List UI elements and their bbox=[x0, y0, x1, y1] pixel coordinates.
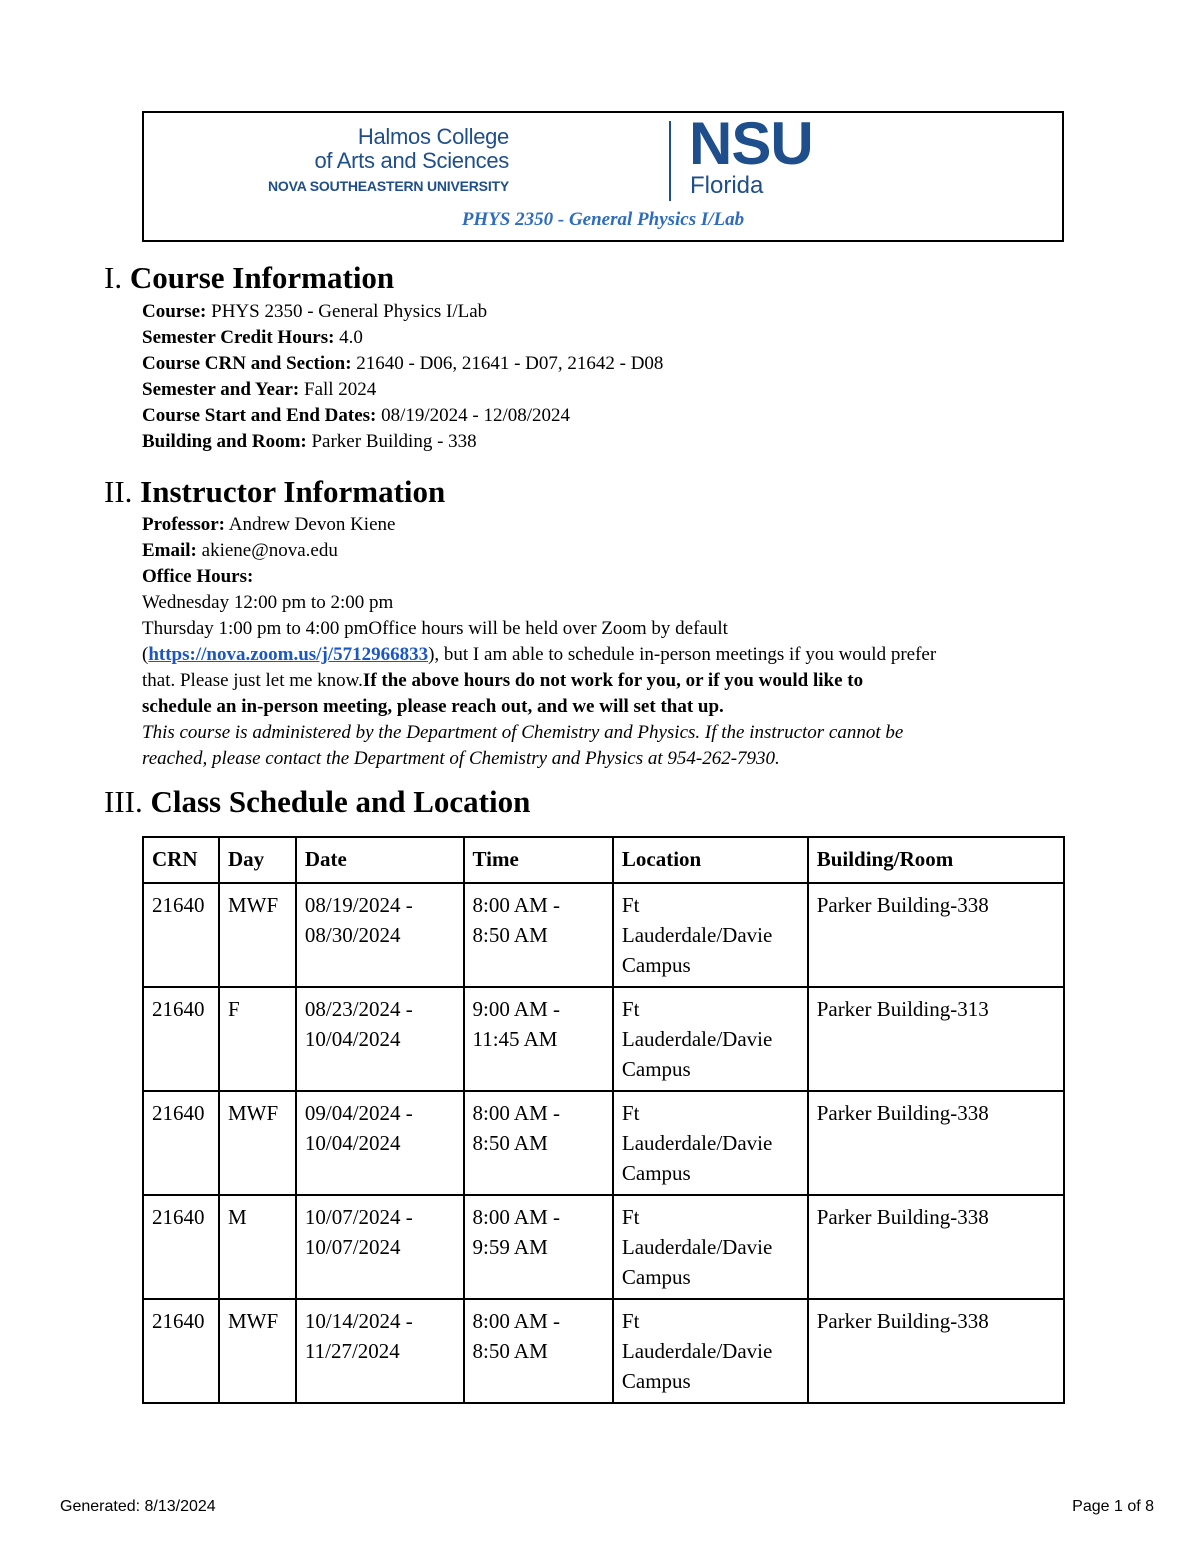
column-header: Day bbox=[219, 837, 296, 883]
section-numeral: III. bbox=[104, 784, 143, 819]
date-cell bbox=[296, 883, 464, 987]
crn-cell: 21640 bbox=[143, 883, 219, 987]
time-start: 9:00 AM - bbox=[472, 997, 561, 1021]
room-cell: Parker Building-338 bbox=[808, 883, 1064, 987]
date-start: 10/07/2024 - bbox=[304, 1205, 413, 1229]
course-line bbox=[142, 299, 1072, 325]
table-row bbox=[143, 1299, 1064, 1403]
time-cell bbox=[464, 1195, 613, 1299]
dates-label: Course Start and End Dates: bbox=[142, 405, 377, 426]
section-title: Course Information bbox=[129, 260, 395, 295]
location-cell bbox=[613, 883, 808, 987]
date-end: 11/27/2024 bbox=[304, 1339, 400, 1363]
day-cell: MWF bbox=[219, 883, 296, 987]
crn-cell: 21640 bbox=[143, 1091, 219, 1195]
column-header: Time bbox=[464, 837, 613, 883]
florida-logo-text: Florida bbox=[690, 172, 764, 199]
date-cell bbox=[296, 1091, 464, 1195]
section-title: Instructor Information bbox=[140, 474, 446, 509]
course-value: PHYS 2350 - General Physics I/Lab bbox=[211, 301, 488, 322]
location-line: Ft bbox=[621, 1101, 640, 1125]
email-line bbox=[142, 538, 1072, 564]
location-line: Campus bbox=[621, 953, 691, 977]
date-cell bbox=[296, 1195, 464, 1299]
location-line: Campus bbox=[621, 1369, 691, 1393]
location-line: Campus bbox=[621, 1057, 691, 1081]
crn-label: Course CRN and Section: bbox=[142, 353, 352, 374]
time-cell bbox=[464, 883, 613, 987]
table-header-row bbox=[143, 837, 1064, 883]
time-end: 11:45 AM bbox=[472, 1027, 558, 1051]
location-line: Lauderdale/Davie bbox=[621, 1339, 773, 1363]
time-start: 8:00 AM - bbox=[472, 1309, 561, 1333]
date-start: 08/23/2024 - bbox=[304, 997, 413, 1021]
page-number: Page 1 of 8 bbox=[1072, 1498, 1154, 1515]
semester-label: Semester and Year: bbox=[142, 379, 300, 400]
dates-value: 08/19/2024 - 12/08/2024 bbox=[381, 405, 571, 426]
day-cell: F bbox=[219, 987, 296, 1091]
table-row bbox=[143, 987, 1064, 1091]
professor-line bbox=[142, 512, 1072, 538]
crn-cell: 21640 bbox=[143, 1195, 219, 1299]
date-cell bbox=[296, 987, 464, 1091]
table-row bbox=[143, 883, 1064, 987]
date-start: 08/19/2024 - bbox=[304, 893, 413, 917]
crn-value: 21640 - D06, 21641 - D07, 21642 - D08 bbox=[356, 353, 664, 374]
credit-label: Semester Credit Hours: bbox=[142, 327, 335, 348]
day-cell: MWF bbox=[219, 1091, 296, 1195]
section-heading-instructor-info bbox=[104, 474, 445, 510]
paren-open: ( bbox=[142, 644, 149, 665]
hours-thursday: Thursday 1:00 pm to 4:00 pm bbox=[142, 618, 369, 639]
location-line: Lauderdale/Davie bbox=[621, 923, 773, 947]
dept-note-line-1: This course is administered by the Department of Chemistry and Physics. If the instructor cannot be bbox=[142, 722, 904, 743]
bold-note-part2: schedule an in-person meeting, please reach out, and we will set that up. bbox=[142, 696, 724, 717]
credit-value: 4.0 bbox=[339, 327, 363, 348]
day-cell: MWF bbox=[219, 1299, 296, 1403]
office-hours-line bbox=[142, 564, 1072, 590]
location-line: Ft bbox=[621, 1309, 640, 1333]
column-header: Location bbox=[613, 837, 808, 883]
time-start: 8:00 AM - bbox=[472, 1101, 561, 1125]
college-line1: Halmos College bbox=[357, 124, 509, 149]
room-cell: Parker Building-338 bbox=[808, 1195, 1064, 1299]
room-cell: Parker Building-338 bbox=[808, 1091, 1064, 1195]
location-line: Ft bbox=[621, 1205, 640, 1229]
bold-note-line-2 bbox=[142, 694, 1072, 720]
section-title: Class Schedule and Location bbox=[150, 784, 531, 819]
day-cell: M bbox=[219, 1195, 296, 1299]
room-cell: Parker Building-313 bbox=[808, 987, 1064, 1091]
after-link-text: ), but I am able to schedule in-person meetings if you would prefer bbox=[428, 644, 937, 665]
date-start: 10/14/2024 - bbox=[304, 1309, 413, 1333]
section-heading-schedule bbox=[104, 784, 530, 820]
credit-line bbox=[142, 325, 1072, 351]
location-cell bbox=[613, 987, 808, 1091]
date-start: 09/04/2024 - bbox=[304, 1101, 413, 1125]
room-cell: Parker Building-338 bbox=[808, 1299, 1064, 1403]
crn-cell: 21640 bbox=[143, 1299, 219, 1403]
zoom-default-note: Office hours will be held over Zoom by default bbox=[368, 618, 728, 639]
column-header: Building/Room bbox=[808, 837, 1064, 883]
location-line: Campus bbox=[621, 1265, 691, 1289]
date-end: 10/04/2024 bbox=[304, 1027, 401, 1051]
header-box bbox=[142, 111, 1064, 242]
logo-divider bbox=[669, 121, 671, 201]
time-start: 8:00 AM - bbox=[472, 1205, 561, 1229]
nsu-logo: NSU bbox=[689, 110, 813, 177]
date-end: 10/07/2024 bbox=[304, 1235, 401, 1259]
date-end: 08/30/2024 bbox=[304, 923, 401, 947]
college-logo-text bbox=[268, 125, 509, 199]
professor-label: Professor: bbox=[142, 514, 226, 535]
generated-date: Generated: 8/13/2024 bbox=[60, 1498, 216, 1515]
time-cell bbox=[464, 1299, 613, 1403]
schedule-table bbox=[142, 836, 1065, 1404]
header-course-title: PHYS 2350 - General Physics I/Lab bbox=[461, 209, 745, 230]
section-numeral: II. bbox=[104, 474, 133, 509]
time-end: 8:50 AM bbox=[472, 923, 548, 947]
email-value: akiene@nova.edu bbox=[201, 540, 338, 561]
table-row bbox=[143, 1195, 1064, 1299]
bold-note-part1: If the above hours do not work for you, or if you would like to bbox=[362, 670, 864, 691]
dept-note-line-2: reached, please contact the Department of Chemistry and Physics at 954-262-7930. bbox=[142, 748, 780, 769]
professor-value: Andrew Devon Kiene bbox=[228, 514, 396, 535]
time-cell bbox=[464, 987, 613, 1091]
time-end: 8:50 AM bbox=[472, 1131, 548, 1155]
date-cell bbox=[296, 1299, 464, 1403]
location-cell bbox=[613, 1299, 808, 1403]
column-header: Date bbox=[296, 837, 464, 883]
semester-line bbox=[142, 377, 1072, 403]
semester-value: Fall 2024 bbox=[304, 379, 377, 400]
building-line bbox=[142, 429, 1072, 455]
building-value: Parker Building - 338 bbox=[311, 431, 477, 452]
location-line: Campus bbox=[621, 1161, 691, 1185]
crn-cell: 21640 bbox=[143, 987, 219, 1091]
please-text: that. Please just let me know. bbox=[142, 670, 363, 691]
location-cell bbox=[613, 1091, 808, 1195]
location-line: Lauderdale/Davie bbox=[621, 1131, 773, 1155]
section-heading-course-info bbox=[104, 260, 394, 296]
location-line: Lauderdale/Davie bbox=[621, 1027, 773, 1051]
hours-line-1: Wednesday 12:00 pm to 2:00 pm bbox=[142, 592, 394, 613]
column-header: CRN bbox=[143, 837, 219, 883]
table-row bbox=[143, 1091, 1064, 1195]
time-cell bbox=[464, 1091, 613, 1195]
time-end: 9:59 AM bbox=[472, 1235, 548, 1259]
college-line2: of Arts and Sciences bbox=[314, 148, 509, 173]
section-numeral: I. bbox=[104, 260, 123, 295]
instructor-info-body bbox=[142, 512, 1072, 772]
building-label: Building and Room: bbox=[142, 431, 307, 452]
please-line bbox=[142, 668, 1072, 694]
location-line: Lauderdale/Davie bbox=[621, 1235, 773, 1259]
location-line: Ft bbox=[621, 997, 640, 1021]
zoom-link[interactable]: https://nova.zoom.us/j/5712966833 bbox=[148, 644, 429, 665]
location-line: Ft bbox=[621, 893, 640, 917]
dates-line bbox=[142, 403, 1072, 429]
hours-line-2 bbox=[142, 616, 1072, 642]
zoom-link-line bbox=[142, 642, 1072, 668]
course-info-body bbox=[142, 299, 1072, 455]
office-hours-label: Office Hours: bbox=[142, 566, 254, 587]
course-label: Course: bbox=[142, 301, 207, 322]
time-end: 8:50 AM bbox=[472, 1339, 548, 1363]
crn-line bbox=[142, 351, 1072, 377]
email-label: Email: bbox=[142, 540, 197, 561]
university-name: NOVA SOUTHEASTERN UNIVERSITY bbox=[268, 178, 509, 194]
date-end: 10/04/2024 bbox=[304, 1131, 401, 1155]
time-start: 8:00 AM - bbox=[472, 893, 561, 917]
location-cell bbox=[613, 1195, 808, 1299]
